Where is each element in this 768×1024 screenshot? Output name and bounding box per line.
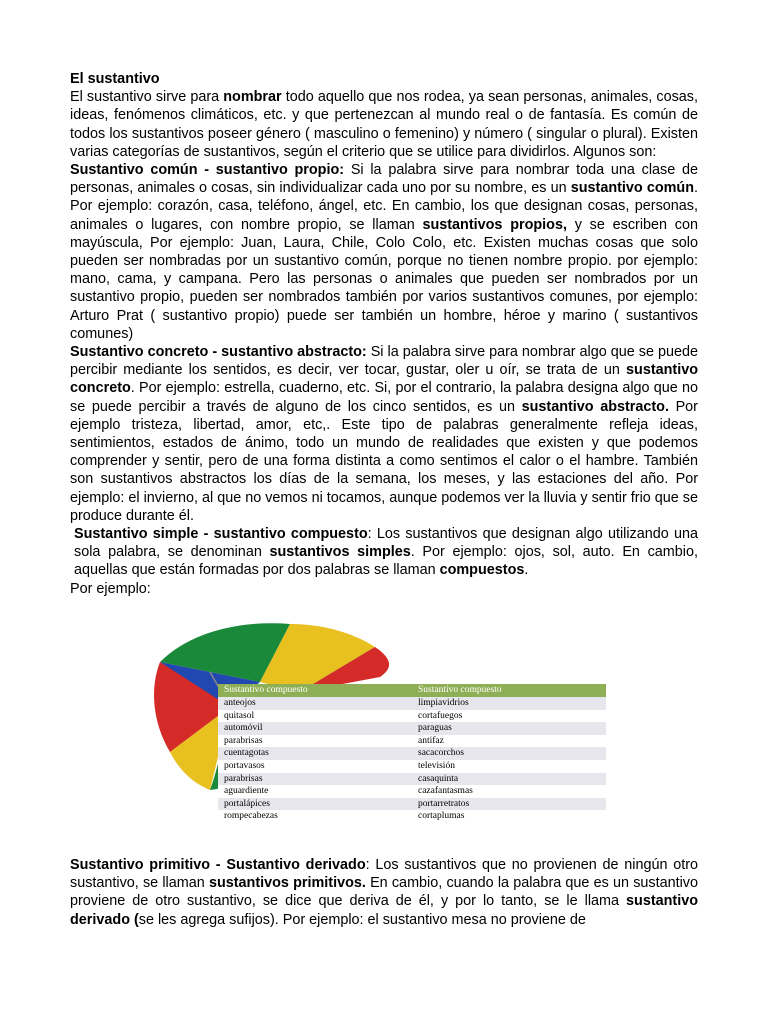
table-row: [218, 760, 606, 773]
table-header-cell: Sustantivo compuesto: [224, 685, 308, 695]
intro-paragraph: El sustantivo sirve para nombrar todo aquello que nos rodea, ya sean personas, animales, cosas, ideas, fenómenos climáticos, etc. y que pertenezcan al mundo real o de fantasía. Es común de todos los sustantivos poseer género ( masculino o femenino) y número ( singular o plural). Existen varias categorías de sustantivos, según el criterio que se utilice para dividirlos. Algunos son:: [70, 89, 698, 160]
table-cell: portavasos: [224, 760, 265, 771]
table-cell: portarretratos: [418, 798, 470, 809]
table-cell: portalápices: [224, 798, 270, 809]
table-row: [218, 735, 606, 748]
table-cell: limpiavidrios: [418, 698, 469, 708]
table-cell: anteojos: [224, 698, 256, 708]
table-cell: paraguas: [418, 723, 452, 734]
table-cell: automóvil: [224, 723, 263, 734]
table-row: [218, 697, 606, 710]
table-cell: parabrisas: [224, 773, 263, 784]
table-cell: rompecabezas: [224, 811, 278, 822]
por-ejemplo-label: Por ejemplo:: [70, 580, 151, 597]
paragraph-simple-compuesto: Sustantivo simple - sustantivo compuesto: Los sustantivos que designan algo utilizando una sola palabra, se denominan sustantivos simples. Por ejemplo: ojos, sol, auto. En cambio, aquellas que están formadas por dos palabras se llaman compuestos.: [74, 526, 698, 579]
compound-nouns-table: [218, 684, 606, 823]
document-body: [70, 70, 698, 598]
table-row: [218, 773, 606, 786]
table-row: [218, 747, 606, 760]
table-cell: aguardiente: [224, 786, 269, 797]
table-row: [218, 785, 606, 798]
table-cell: parabrisas: [224, 735, 263, 746]
table-cell: antifaz: [418, 735, 444, 746]
table-cell: televisión: [418, 760, 455, 771]
table-header-cell: Sustantivo compuesto: [418, 685, 502, 695]
table-cell: quitasol: [224, 710, 255, 721]
paragraph-comun-propio: Sustantivo común - sustantivo propio: Si la palabra sirve para nombrar toda una clase de personas, animales o cosas, sin individualizar cada uno por su nombre, es un sustantivo común. Por ejemplo: corazón, casa, teléfono, ángel, etc. En cambio, los que designan cosas, personas, animales o lugares, con nombre propio, se llaman sustantivos propios, y se escriben con mayúscula, Por ejemplo: Juan, Laura, Chile, Colo Colo, etc. Existen muchas cosas que solo pueden ser nombradas por un sustantivo común, porque no tienen nombre propio. por ejemplo: mano, cama, y campana. Pero las personas o animales que pueden ser nombrados por un sustantivo propio, pueden ser nombrados también por varios sustantivos comunes, por ejemplo: Arturo Prat ( sustantivo propio) puede ser también un hombre, héroe y marino ( sustantivos comunes): [70, 162, 699, 342]
paragraph-concreto-abstracto: Sustantivo concreto - sustantivo abstracto: Si la palabra sirve para nombrar algo que se puede percibir mediante los sentidos, es decir, ver tocar, gustar, oler u oír, se trata de un sustantivo concreto. Por ejemplo: estrella, cuaderno, etc. Si, por el contrario, la palabra designa algo que no se puede percibir a través de alguno de los cinco sentidos, es un sustantivo abstracto. Por ejemplo tristeza, libertad, amor, etc,. Este tipo de palabras generalmente refleja ideas, sentimientos, estados de ánimo, todo un mundo de realidades que existen y que podemos comprender y sentir, pero de una forma distinta a como sentimos el calor o el hambre. También son sustantivos abstractos los días de la semana, los meses, y las estaciones del año. Por ejemplo: el invierno, al que no vemos ni tocamos, aunque podemos ver la lluvia y sentir frio que se produce durante él.: [70, 344, 698, 524]
table-cell: cazafantasmas: [418, 786, 473, 797]
table-cell: cortafuegos: [418, 710, 463, 721]
paragraph-primitivo-derivado-section: [70, 856, 698, 929]
table-cell: casaquinta: [418, 773, 459, 784]
table-header: [218, 684, 606, 697]
table-cell: cortaplumas: [418, 811, 465, 822]
table-row: [218, 798, 606, 811]
document-title: El sustantivo: [70, 71, 160, 87]
paragraph-primitivo-derivado: Sustantivo primitivo - Sustantivo derivado: Los sustantivos que no provienen de ningún otro sustantivo, se llaman sustantivos primitivos. En cambio, cuando la palabra que es un sustantivo proviene de otro sustantivo, se dice que deriva de él, y por lo tanto, se le llama sustantivo derivado (se les agrega sufijos). Por ejemplo: el sustantivo mesa no proviene de: [70, 857, 699, 928]
table-cell: sacacorchos: [418, 748, 464, 759]
table-row: [218, 710, 606, 723]
table-row: [218, 722, 606, 735]
table-cell: cuentagotas: [224, 748, 269, 759]
table-row: [218, 810, 606, 823]
